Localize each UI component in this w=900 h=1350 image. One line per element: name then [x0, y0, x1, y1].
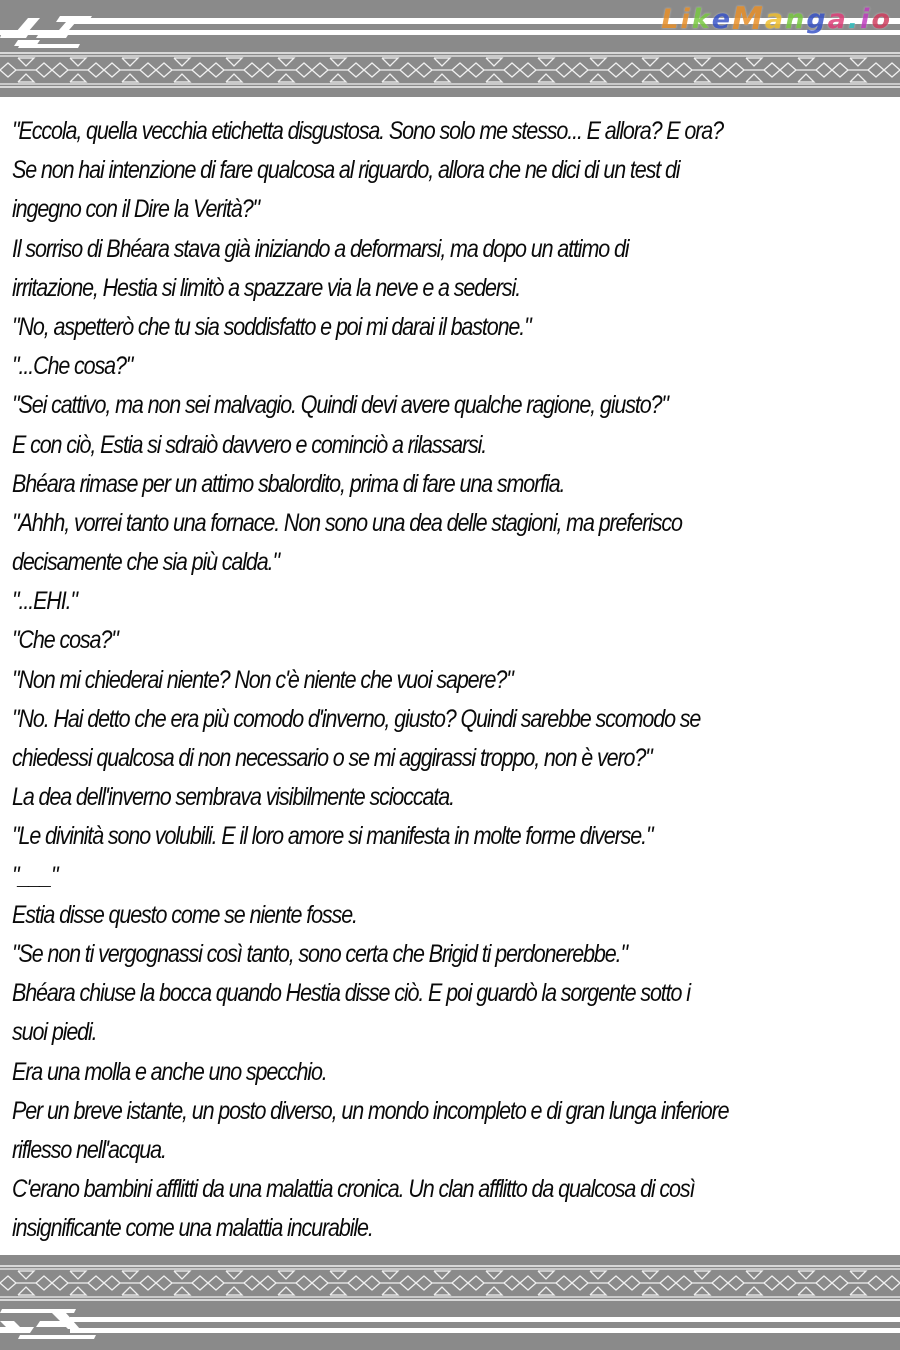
- geometric-pattern-band: [0, 55, 900, 85]
- text-line: "No. Hai detto che era più comodo d'inverno, giusto? Quindi sarebbe scomodo se: [12, 704, 701, 733]
- logo-letter: g: [806, 3, 828, 35]
- top-decorative-border: [0, 0, 900, 97]
- border-stripe: [0, 52, 900, 54]
- logo-letter: e: [711, 3, 733, 35]
- text-line: "Ahhh, vorrei tanto una fornace. Non sono una dea delle stagioni, ma preferisco: [12, 508, 682, 537]
- site-logo: [661, 3, 892, 35]
- border-stripe: [0, 1299, 900, 1301]
- text-line: Era una molla e anche uno specchio.: [12, 1057, 327, 1086]
- logo-letter: a: [827, 3, 848, 35]
- text-line: "Eccola, quella vecchia etichetta disgustosa. Sono solo me stesso... E allora? E ora?: [12, 117, 723, 145]
- logo-letter: n: [785, 3, 807, 35]
- text-line: chiedessi qualcosa di non necessario o se mi aggirassi troppo, non è vero?": [12, 744, 652, 772]
- logo-letter: a: [764, 3, 786, 35]
- text-line: irritazione, Hestia si limitò a spazzare via la neve e a sedersi.: [12, 273, 521, 302]
- text-line: riflesso nell'acqua.: [12, 1135, 166, 1164]
- text-line: suoi piedi.: [12, 1018, 97, 1047]
- border-stripe: [70, 1317, 900, 1322]
- text-line: Bhéara rimase per un attimo sbalordito, prima di fare una smorfia.: [12, 469, 565, 498]
- text-line: ingegno con il Dire la Verità?": [12, 195, 260, 224]
- text-line: "...Che cosa?": [12, 352, 133, 381]
- text-line: E con ciò, Estia si sdraiò davvero e cominciò a rilassarsi.: [12, 430, 487, 459]
- logo-letter: .: [847, 3, 861, 35]
- logo-letter: M: [732, 1, 765, 37]
- text-line: La dea dell'inverno sembrava visibilmente scioccata.: [12, 783, 454, 812]
- bottom-decorative-border: [0, 1255, 900, 1350]
- text-line: Bhéara chiuse la bocca quando Hestia disse ciò. E poi guardò la sorgente sotto i: [12, 979, 690, 1008]
- logo-letter: L: [661, 3, 681, 35]
- text-line: "...EHI.": [12, 587, 77, 616]
- text-line: Per un breve istante, un posto diverso, un mondo incompleto e di gran lunga inferiore: [12, 1096, 729, 1125]
- text-line: "No, aspetterò che tu sia soddisfatto e poi mi darai il bastone.": [12, 312, 531, 341]
- text-line: "Se non ti vergognassi così tanto, sono certa che Brigid ti perdonerebbe.": [12, 939, 627, 968]
- text-line: Estia disse questo come se niente fosse.: [12, 900, 357, 929]
- story-text: [12, 112, 892, 1248]
- geometric-pattern-band: [0, 1268, 900, 1298]
- key-pattern-icon: [0, 1307, 100, 1346]
- text-line: insignificante come una malattia incurabile.: [12, 1214, 373, 1243]
- text-line: Il sorriso di Bhéara stava già iniziando a deformarsi, ma dopo un attimo di: [12, 234, 629, 263]
- logo-letter: o: [871, 3, 892, 35]
- text-line: decisamente che sia più calda.": [12, 548, 279, 577]
- border-stripe: [0, 86, 900, 88]
- text-line: "Sei cattivo, ma non sei malvagio. Quindi devi avere qualche ragione, giusto?": [12, 391, 668, 420]
- border-stripe: [0, 1265, 900, 1267]
- text-line: C'erano bambini afflitti da una malattia cronica. Un clan afflitto da qualcosa di così: [12, 1175, 695, 1204]
- text-line: "Che cosa?": [12, 626, 118, 655]
- logo-letter: i: [860, 3, 872, 35]
- text-line: Se non hai intenzione di fare qualcosa al riguardo, allora che ne dici di un test di: [12, 156, 680, 185]
- text-line: "___": [12, 861, 58, 890]
- text-line: "Non mi chiederai niente? Non c'è niente che vuoi sapere?": [12, 665, 513, 694]
- border-stripe: [70, 1328, 900, 1333]
- text-line: "Le divinità sono volubili. E il loro amore si manifesta in molte forme diverse.": [12, 822, 653, 851]
- logo-letter: i: [680, 3, 692, 35]
- logo-letter: k: [691, 3, 712, 35]
- key-pattern-icon: [0, 14, 100, 53]
